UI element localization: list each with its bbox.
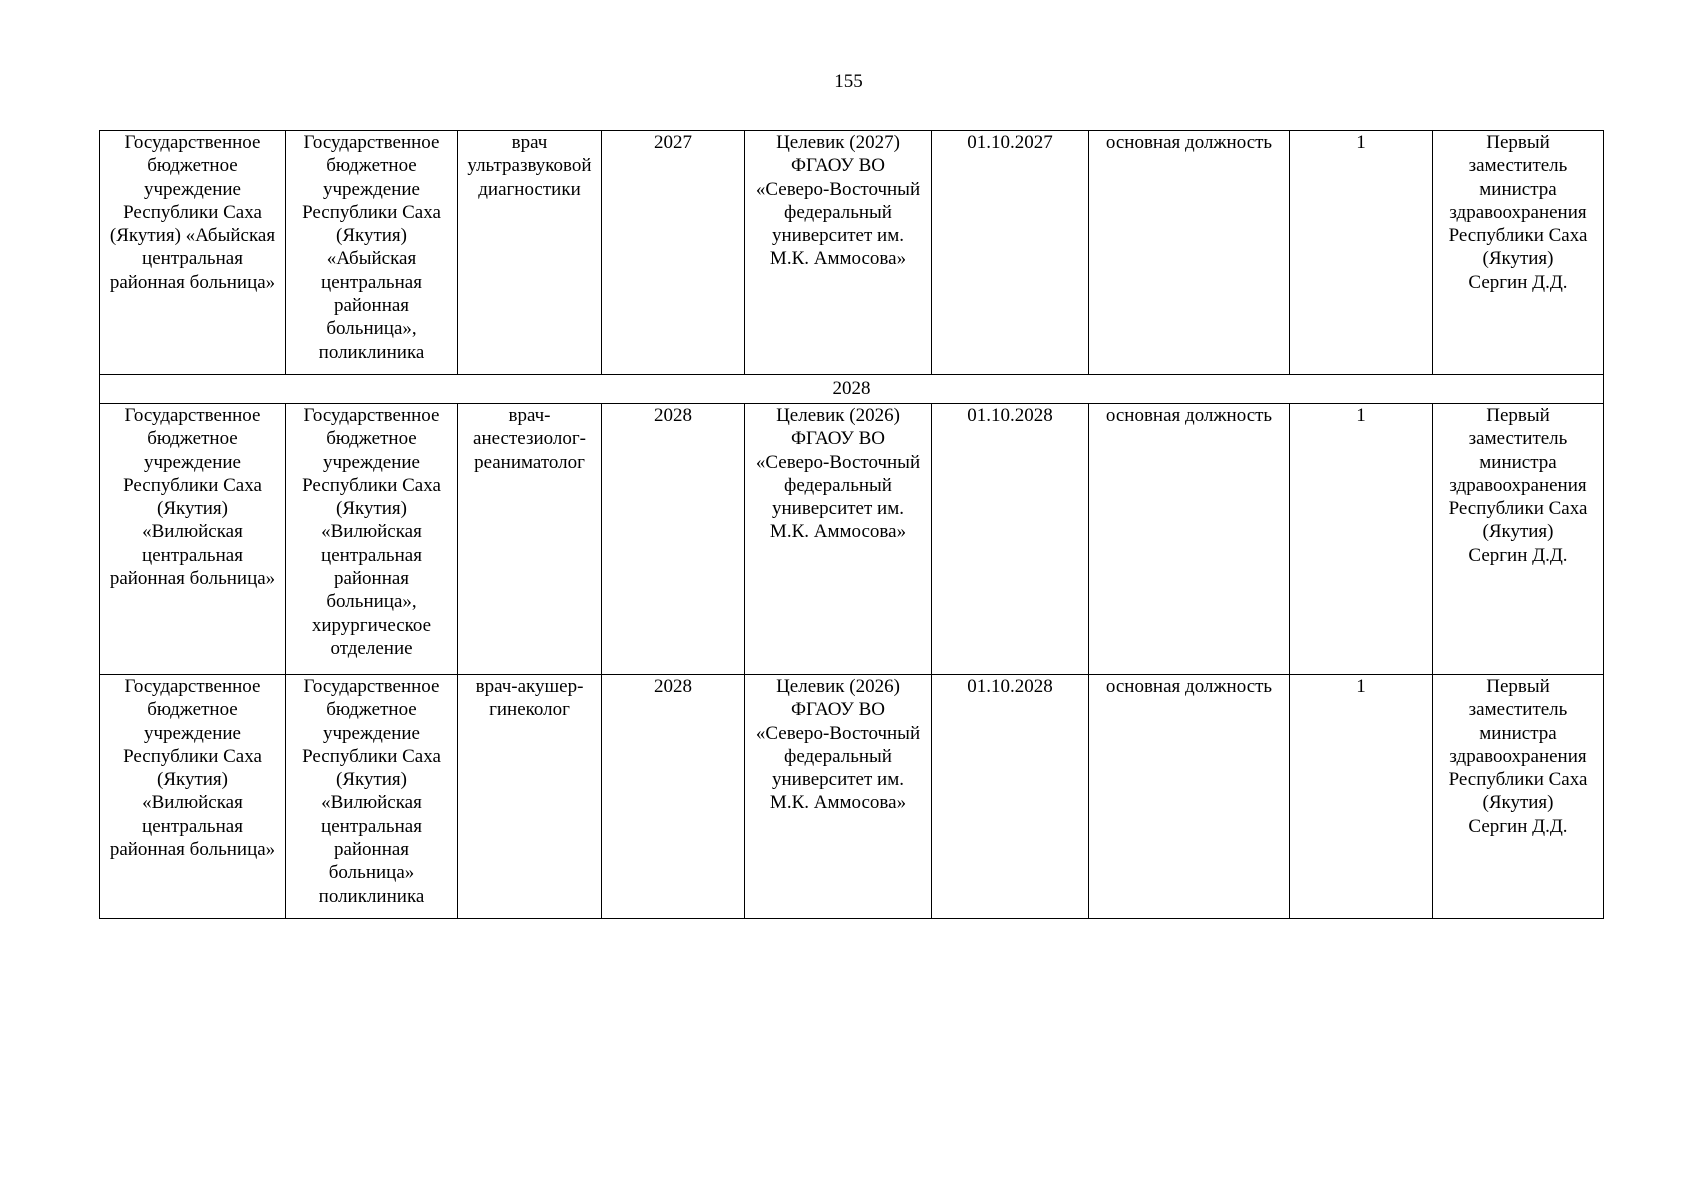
employer-cell: Государственное бюджетное учреждение Республики Саха (Якутия) «Абыйская центральная районная больница» [100,131,286,375]
workplace-cell: Государственное бюджетное учреждение Республики Саха (Якутия) «Абыйская центральная районная больница», поликлиника [286,131,458,375]
specialty-cell: врач- анестезиолог- реаниматолог [458,404,602,675]
year-cell: 2028 [602,675,745,919]
employer-cell: Государственное бюджетное учреждение Республики Саха (Якутия) «Вилюйская центральная районная больница» [100,675,286,919]
employer-cell: Государственное бюджетное учреждение Республики Саха (Якутия) «Вилюйская центральная районная больница» [100,404,286,675]
position-type-cell: основная должность [1089,131,1290,375]
workplace-cell: Государственное бюджетное учреждение Республики Саха (Якутия) «Вилюйская центральная районная больница», хирургическое отделение [286,404,458,675]
specialty-cell: врач-акушер- гинеколог [458,675,602,919]
position-type-cell: основная должность [1089,404,1290,675]
count-cell: 1 [1290,675,1433,919]
specialty-cell: врач ультразвуковой диагностики [458,131,602,375]
page-number: 155 [834,71,863,92]
year-separator-row [100,375,1604,404]
workplace-cell: Государственное бюджетное учреждение Республики Саха (Якутия) «Вилюйская центральная районная больница» поликлиника [286,675,458,919]
count-cell: 1 [1290,131,1433,375]
table-row [100,131,1604,375]
year-cell: 2027 [602,131,745,375]
responsible-cell: Первый заместитель министра здравоохранения Республики Саха (Якутия) Сергин Д.Д. [1433,404,1604,675]
date-cell: 01.10.2028 [932,675,1089,919]
year-cell: 2028 [602,404,745,675]
source-cell: Целевик (2026) ФГАОУ ВО «Северо-Восточный федеральный университет им. М.К. Аммосова» [745,675,932,919]
position-type-cell: основная должность [1089,675,1290,919]
date-cell: 01.10.2028 [932,404,1089,675]
source-cell: Целевик (2027) ФГАОУ ВО «Северо-Восточный федеральный университет им. М.К. Аммосова» [745,131,932,375]
responsible-cell: Первый заместитель министра здравоохранения Республики Саха (Якутия) Сергин Д.Д. [1433,131,1604,375]
responsible-cell: Первый заместитель министра здравоохранения Республики Саха (Якутия) Сергин Д.Д. [1433,675,1604,919]
vacancy-table [99,130,1604,919]
source-cell: Целевик (2026) ФГАОУ ВО «Северо-Восточный федеральный университет им. М.К. Аммосова» [745,404,932,675]
table-row [100,675,1604,919]
count-cell: 1 [1290,404,1433,675]
date-cell: 01.10.2027 [932,131,1089,375]
table-row [100,404,1604,675]
year-separator: 2028 [100,375,1604,404]
